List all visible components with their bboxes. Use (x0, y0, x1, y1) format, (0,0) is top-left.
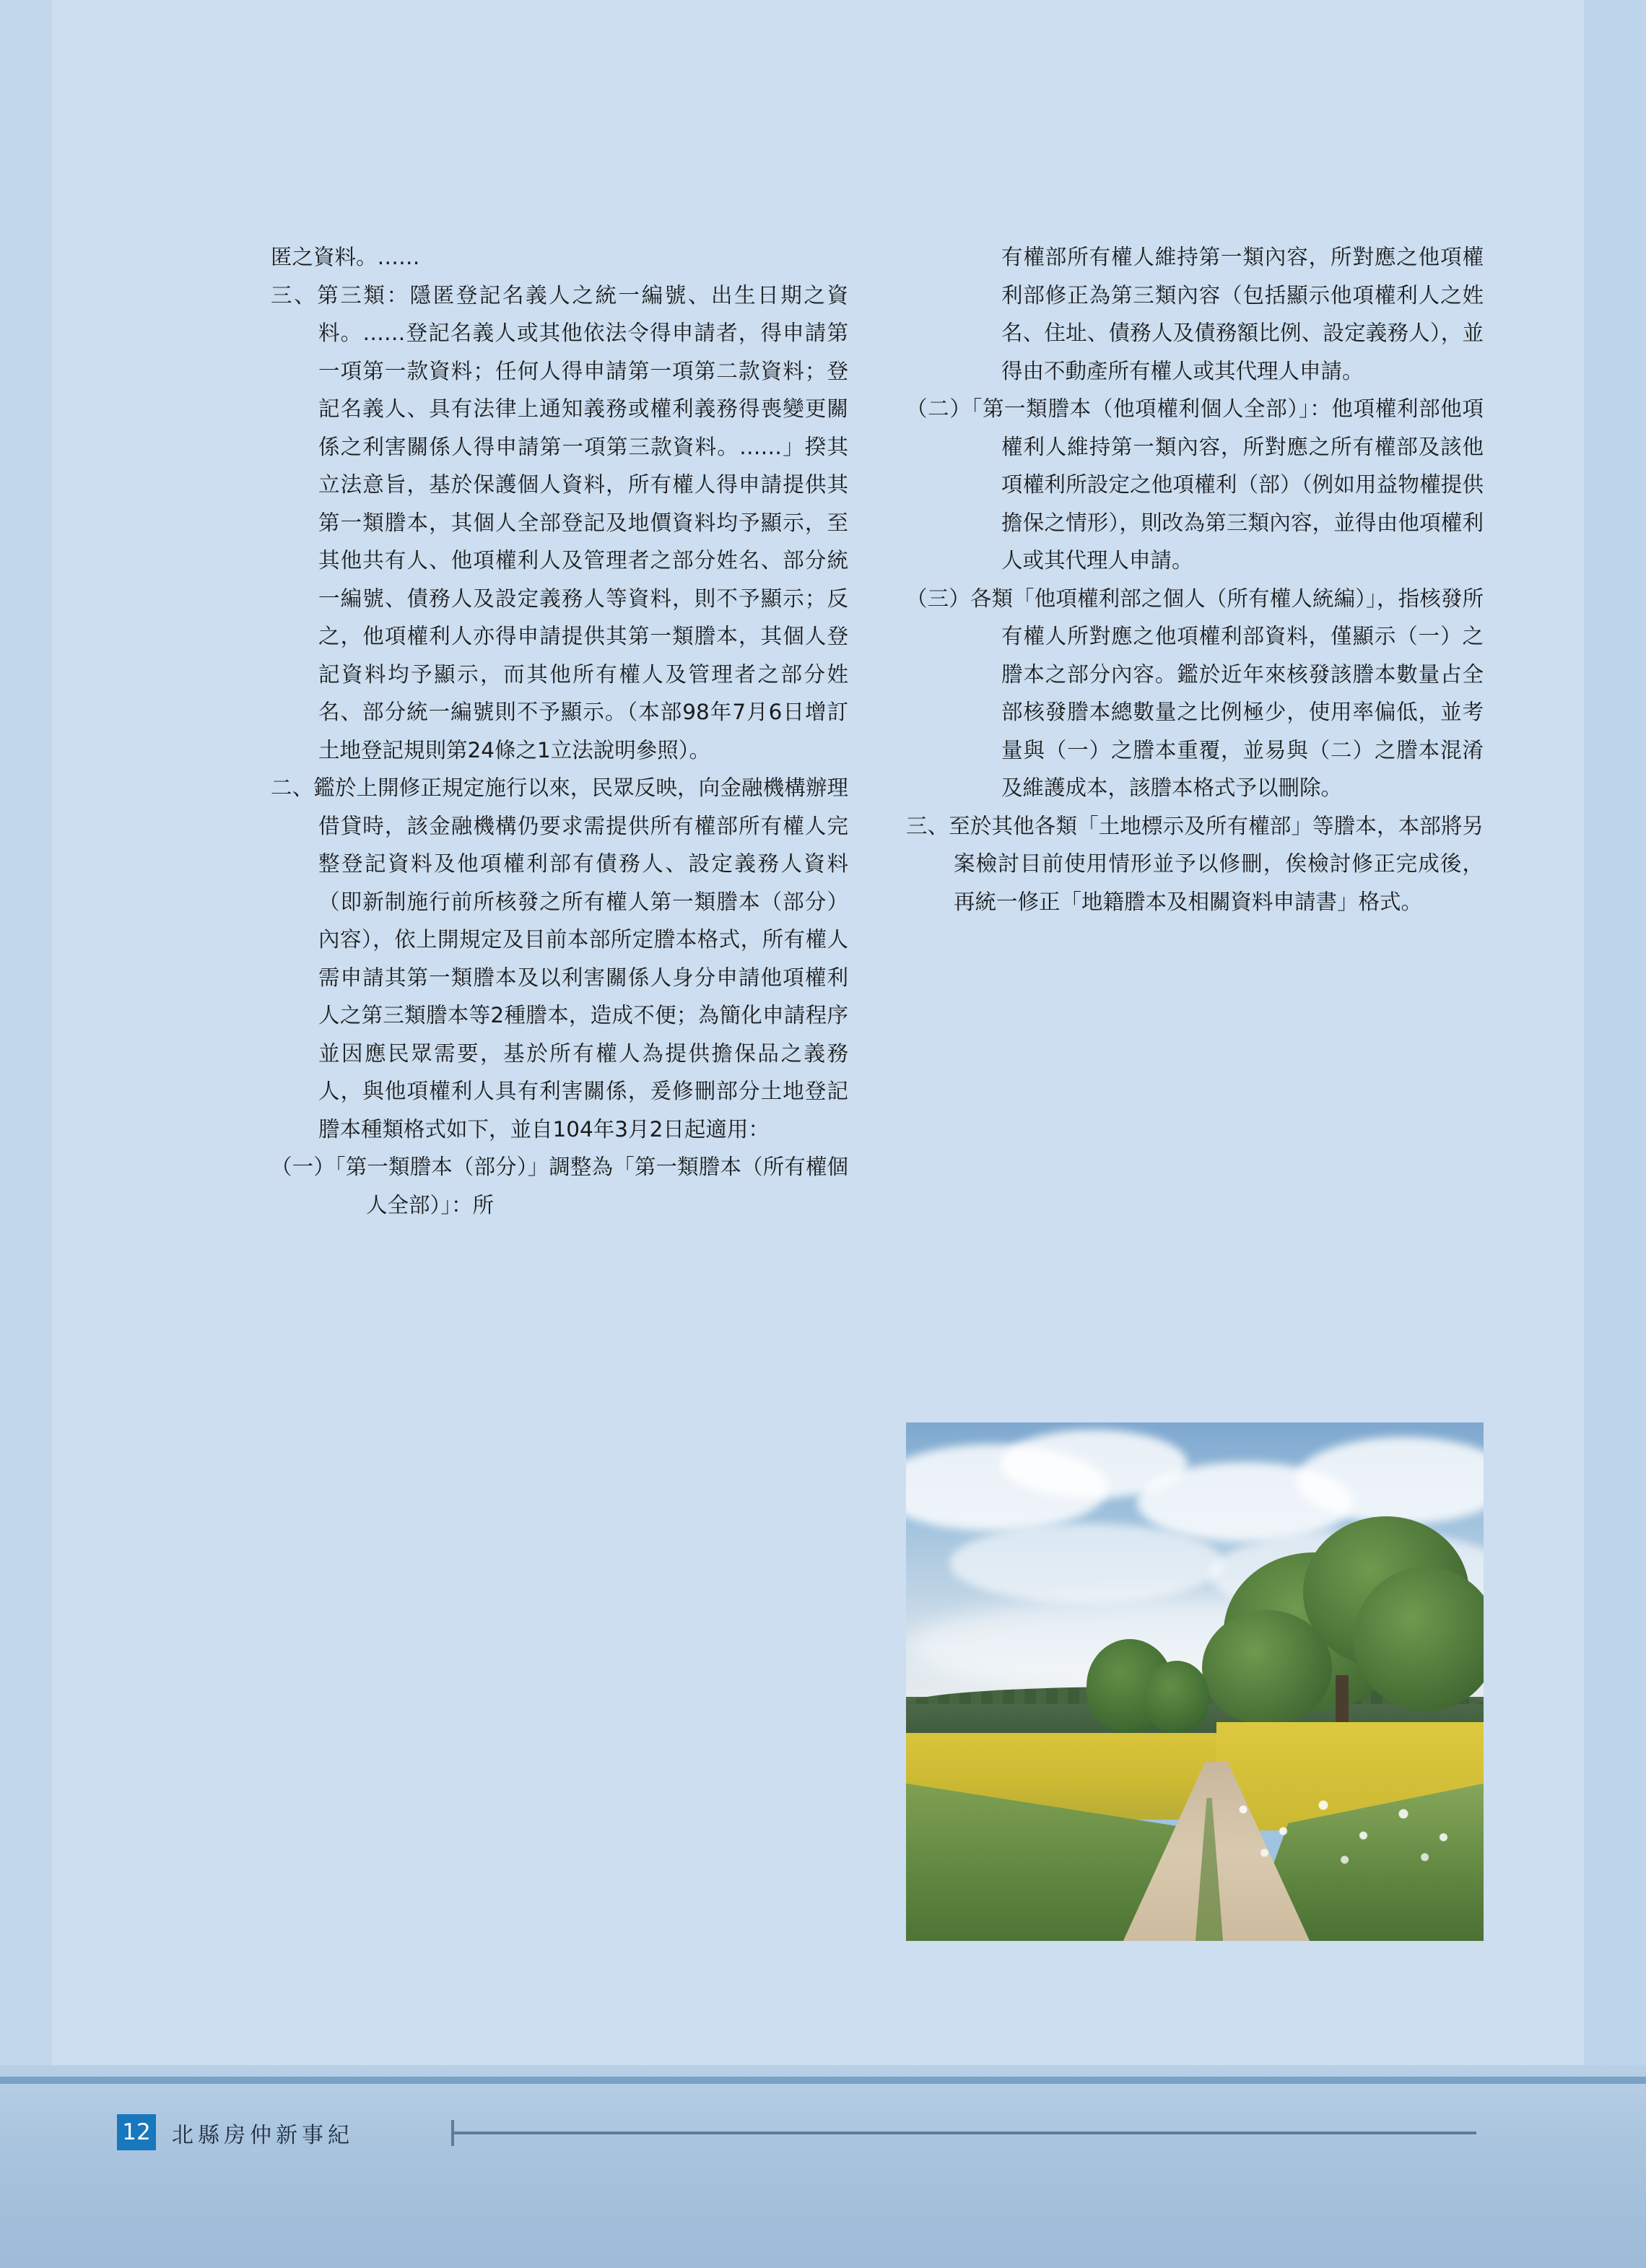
paragraph: （二）「第一類謄本（他項權利個人全部）」：他項權利部他項權利人維持第一類內容，所對應之所有權部及該他項權利所設定之他項權利（部）（例如用益物權提供擔保之情形），則改為第三類內容，並得由他項權利人或其代理人申請。 (906, 396, 1484, 573)
publication-title: 北縣房仲新事紀 (172, 2123, 354, 2148)
tree-canopy (1202, 1610, 1332, 1726)
text-column-left (271, 238, 848, 1224)
paragraph: （三）各類「他項權利部之個人（所有權人統編）」，指核發所有權人所對應之他項權利部資料，僅顯示（一）之謄本之部分內容。鑑於近年來核發該謄本數量占全部核發謄本總數量之比例極少，使用率偏低，並考量與（一）之謄本重覆，並易與（二）之謄本混淆及維護成本，該謄本格式予以刪除。 (906, 586, 1484, 800)
white-flowers (1216, 1783, 1484, 1870)
text-column-right (906, 238, 1484, 921)
photo-content (906, 1422, 1484, 1941)
small-tree (1144, 1661, 1209, 1733)
paragraph: 有權部所有權人維持第一類內容，所對應之他項權利部修正為第三類內容（包括顯示他項權利人之姓名、住址、債務人及債務額比例、設定義務人），並得由不動產所有權人或其代理人申請。 (1001, 245, 1484, 383)
cloud (949, 1524, 1224, 1603)
paragraph: 三、至於其他各類「土地標示及所有權部」等謄本，本部將另案檢討目前使用情形並予以修刪，俟檢討修正完成後，再統一修正「地籍謄本及相關資料申請書」格式。 (906, 813, 1484, 914)
footer-top-rule (0, 2077, 1646, 2084)
landscape-photo (906, 1422, 1484, 1941)
left-margin-band (0, 0, 52, 2065)
right-margin-band (1584, 0, 1646, 2065)
paragraph: （一）「第一類謄本（部分）」調整為「第一類謄本（所有權個人全部）」：所 (271, 1155, 848, 1217)
paragraph: 匿之資料。…… (271, 245, 420, 269)
paragraph: 三、第三類：隱匿登記名義人之統一編號、出生日期之資料。……登記名義人或其他依法令得申請者，得申請第一項第一款資料；任何人得申請第一項第二款資料；登記名義人、具有法律上通知義務或權利義務得喪變更關係之利害關係人得申請第一項第三款資料。……」揆其立法意旨，基於保護個人資料，所有權人得申請提供其第一類謄本，其個人全部登記及地價資料均予顯示，至其他共有人、他項權利人及管理者之部分姓名、部分統一編號、債務人及設定義務人等資料，則不予顯示；反之，他項權利人亦得申請提供其第一類謄本，其個人登記資料均予顯示，而其他所有權人及管理者之部分姓名、部分統一編號則不予顯示。（本部98年7月6日增訂土地登記規則第24條之1立法說明參照）。 (271, 282, 848, 762)
paragraph: 二、鑑於上開修正規定施行以來，民眾反映，向金融機構辦理借貸時，該金融機構仍要求需提供所有權部所有權人完整登記資料及他項權利部有債務人、設定義務人資料（即新制施行前所核發之所有權人第一類謄本（部分）內容），依上開規定及目前本部所定謄本格式，所有權人需申請其第一類謄本及以利害關係人身分申請他項權利人之第三類謄本等2種謄本，造成不便；為簡化申請程序並因應民眾需要，基於所有權人為提供擔保品之義務人，與他項權利人具有利害關係，爰修刪部分土地登記謄本種類格式如下，並自104年3月2日起適用： (271, 775, 848, 1142)
footer-divider (451, 2132, 1476, 2134)
page-number: 12 (117, 2114, 156, 2150)
large-tree (1195, 1509, 1484, 1747)
page-footer (0, 2065, 1646, 2268)
